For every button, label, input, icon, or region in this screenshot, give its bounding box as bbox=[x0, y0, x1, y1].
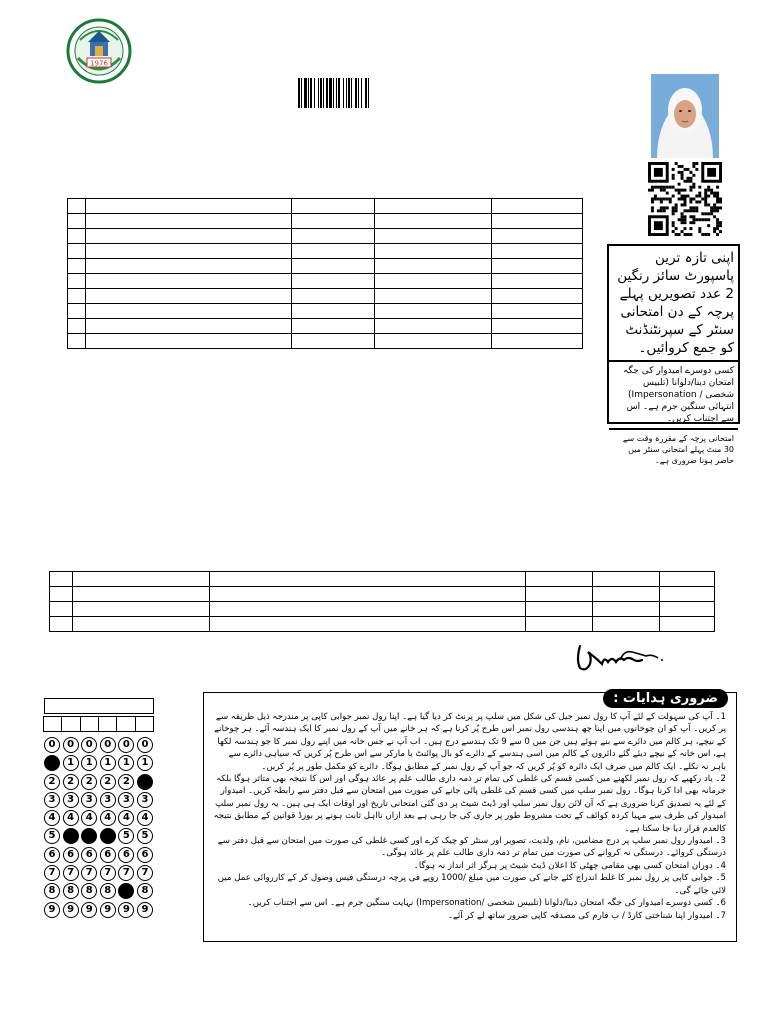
notice-box bbox=[607, 244, 740, 465]
table-cell bbox=[68, 334, 86, 349]
table-cell bbox=[525, 587, 592, 602]
digit-bubble[interactable]: 0 bbox=[118, 737, 134, 753]
table-cell bbox=[525, 617, 592, 632]
table-cell bbox=[292, 304, 374, 319]
digit-bubble[interactable]: 4 bbox=[44, 810, 60, 826]
table-row bbox=[68, 244, 583, 259]
table-cell bbox=[210, 572, 526, 587]
table-cell bbox=[660, 572, 715, 587]
table-cell bbox=[68, 289, 86, 304]
digit-bubble[interactable]: 2 bbox=[44, 774, 60, 790]
table-cell bbox=[292, 199, 374, 214]
digit-bubble[interactable]: 9 bbox=[44, 902, 60, 918]
table-cell bbox=[491, 274, 582, 289]
instruction-item: 7۔ امیدوار اپنا شناختی کارڈ / ب فارم کی مصدقہ کاپی ضرور ساتھ لے کر آئے۔ bbox=[447, 910, 726, 921]
table-cell bbox=[50, 572, 73, 587]
table-row bbox=[50, 602, 715, 617]
table-row bbox=[68, 334, 583, 349]
bubble-row bbox=[44, 902, 156, 920]
table-cell bbox=[491, 289, 582, 304]
table-cell bbox=[72, 572, 209, 587]
instructions-title: ضروری ہدایات : bbox=[603, 689, 728, 708]
table-cell bbox=[592, 572, 660, 587]
centre-table bbox=[49, 571, 715, 632]
digit-bubble[interactable]: 6 bbox=[137, 847, 153, 863]
digit-bubble[interactable]: 8 bbox=[100, 883, 116, 899]
digit-bubble[interactable]: 7 bbox=[118, 865, 134, 881]
table-cell bbox=[72, 587, 209, 602]
logo-year: 1976 bbox=[90, 59, 108, 68]
table-cell bbox=[374, 199, 491, 214]
table-cell bbox=[491, 199, 582, 214]
bubble-row bbox=[44, 847, 156, 865]
instruction-item: 1۔ آپ کی سہولت کے لئے آپ کا رول نمبر جیل کی شکل میں سلپ پر پرنٹ کر دیا گیا ہے۔ اپنا رول نمبر جوابی کاپی پر مندرجہ ذیل طریقہ سے پر کریں۔ آپ کو ان چوخانوں میں اپنا چھ ہندسی رول نمبر اس طرح پُر کرنا ہے کہ ہر خانے میں آپ کے رول نمبر کا ایک ہندسہ آئے۔ ہر چوخانے کے نیچے، ہر کالم میں دائرے سے بنے ہوئے ہیں جن میں 0 سے 9 تک ہندسے درج ہیں۔ اب آپ نے جس خانہ میں اپنے رول نمبر کا جو ہندسہ لکھا ہے، اس خانہ کے نیچے دیئے گئے دائروں کے کالم میں اسی ہندسے کے دائرے کو بال پوائنٹ یا مارکر سے اس طرح پُر کریں کہ سیاہی دائرے سے باہر نہ نکلے۔ ایک کالم میں صرف ایک دائرہ کو پُر کریں کہ جو آپ کے رول نمبر کے مطابق ہوگا۔ دائرے کو مکمل طور پر پُر کریں۔ bbox=[214, 712, 726, 772]
signature-icon bbox=[574, 636, 674, 676]
table-cell bbox=[50, 617, 73, 632]
table-cell bbox=[491, 334, 582, 349]
digit-bubble[interactable]: 2 bbox=[81, 774, 97, 790]
digit-bubble[interactable]: 7 bbox=[63, 865, 79, 881]
digit-bubble[interactable]: 3 bbox=[100, 792, 116, 808]
table-row bbox=[68, 304, 583, 319]
table-cell bbox=[68, 319, 86, 334]
table-cell bbox=[68, 274, 86, 289]
table-cell bbox=[374, 304, 491, 319]
bubble-row bbox=[44, 737, 156, 755]
digit-bubble[interactable]: 4 bbox=[100, 810, 116, 826]
digit-bubble[interactable]: 1 bbox=[81, 755, 97, 771]
barcode-icon bbox=[298, 78, 424, 108]
digit-bubble[interactable]: 0 bbox=[100, 737, 116, 753]
digit-bubble[interactable]: 4 bbox=[118, 810, 134, 826]
table-cell bbox=[85, 214, 291, 229]
table-cell bbox=[374, 289, 491, 304]
bubble-row bbox=[44, 810, 156, 828]
table-row bbox=[68, 259, 583, 274]
table-cell bbox=[85, 334, 291, 349]
instruction-item: 6۔ کسی دوسرے امیدوار کی جگہ امتحان دینا/دلوانا (تلبیس شخصی /Impersonation) نہایت سنگین جرم ہے۔ اس سے اجتناب کریں۔ bbox=[247, 898, 726, 909]
digit-bubble[interactable]: 6 bbox=[44, 847, 60, 863]
table-cell bbox=[72, 602, 209, 617]
bubble-row bbox=[44, 828, 156, 846]
qr-code-icon bbox=[648, 162, 722, 236]
digit-bubble[interactable]: 8 bbox=[81, 883, 97, 899]
digit-bubble[interactable]: 2 bbox=[137, 774, 153, 790]
digit-bubble[interactable]: 1 bbox=[118, 755, 134, 771]
digit-bubble[interactable]: 7 bbox=[137, 865, 153, 881]
table-cell bbox=[491, 229, 582, 244]
roll-number-box[interactable] bbox=[44, 698, 154, 714]
table-row bbox=[68, 199, 583, 214]
table-cell bbox=[491, 304, 582, 319]
table-cell bbox=[374, 229, 491, 244]
table-row bbox=[68, 274, 583, 289]
candidate-photo-icon bbox=[651, 74, 719, 158]
digit-bubble[interactable]: 3 bbox=[137, 792, 153, 808]
roll-digit-cells[interactable] bbox=[44, 716, 154, 732]
roll-number-bubbles bbox=[44, 737, 156, 920]
table-cell bbox=[292, 289, 374, 304]
instruction-item: 3۔ امیدوار رول نمبر سلپ پر درج مضامین، نام، ولدیت، تصویر اور سنٹر کو چیک کرے اور کسی غلطی کی صورت میں امتحان سے قبل دفتر سے درستگی کروائے۔ درستگی نہ کروانے کی صورت میں تمام تر ذمہ داری طالب علم پر عائد ہوگی۔ bbox=[217, 836, 726, 859]
table-cell bbox=[660, 602, 715, 617]
digit-bubble[interactable]: 3 bbox=[63, 792, 79, 808]
bubble-row bbox=[44, 865, 156, 883]
table-cell bbox=[491, 259, 582, 274]
digit-cell[interactable] bbox=[116, 716, 135, 732]
table-row bbox=[50, 587, 715, 602]
table-cell bbox=[491, 244, 582, 259]
table-row bbox=[68, 289, 583, 304]
instruction-item: 2۔ یاد رکھیے کہ رول نمبر لکھنے میں کسی قسم کی غلطی کی تمام تر ذمہ داری طالب علم پر عائد ہوگی اور اس کا نتیجہ بھی متاثر ہوگا بلکہ جرمانہ بھی ادا کرنا ہوگا۔ رول نمبر سلپ میں کسی قسم کی غلطی پائی جانے کی صورت میں امتحان سے قبل دفتر سے رابطہ کریں۔ امیدوار کے لئے یہ تصدیق کرنا ضروری ہے کہ آن لائن رول نمبر سلپ اور ڈیٹ شیٹ پر دی گئی امتحانی تاریخ اور اوقات ایک ہی ہیں۔ یہ رول نمبر سلپ امیدوار کی طرف سے مہیا کردہ کوائف کے تحت مشروط طور پر جاری کی جا رہی ہے بعد ازاں نااہل ثابت ہونے پر بورڈ قوانین کے مطابق نتیجہ کالعدم قرار دیا جا سکتا ہے۔ bbox=[213, 774, 726, 834]
table-cell bbox=[68, 199, 86, 214]
table-cell bbox=[592, 587, 660, 602]
digit-cell[interactable] bbox=[135, 716, 154, 732]
digit-bubble[interactable]: 7 bbox=[100, 865, 116, 881]
digit-bubble[interactable]: 1 bbox=[44, 755, 60, 771]
instructions-box bbox=[203, 692, 737, 942]
table-cell bbox=[85, 319, 291, 334]
table-cell bbox=[210, 617, 526, 632]
digit-bubble[interactable]: 4 bbox=[63, 810, 79, 826]
digit-bubble[interactable]: 4 bbox=[81, 810, 97, 826]
digit-bubble[interactable]: 6 bbox=[63, 847, 79, 863]
table-cell bbox=[68, 259, 86, 274]
table-cell bbox=[592, 617, 660, 632]
table-cell bbox=[68, 214, 86, 229]
bubble-row bbox=[44, 792, 156, 810]
table-row bbox=[50, 617, 715, 632]
digit-bubble[interactable]: 3 bbox=[118, 792, 134, 808]
table-cell bbox=[210, 587, 526, 602]
table-cell bbox=[374, 274, 491, 289]
table-row bbox=[68, 214, 583, 229]
digit-bubble[interactable]: 7 bbox=[44, 865, 60, 881]
board-emblem-icon bbox=[66, 18, 132, 84]
table-cell bbox=[85, 244, 291, 259]
digit-bubble[interactable]: 1 bbox=[63, 755, 79, 771]
digit-bubble[interactable]: 0 bbox=[81, 737, 97, 753]
digit-bubble[interactable]: 5 bbox=[81, 828, 97, 844]
digit-bubble[interactable]: 3 bbox=[44, 792, 60, 808]
table-cell bbox=[292, 214, 374, 229]
table-cell bbox=[292, 334, 374, 349]
digit-cell[interactable] bbox=[98, 716, 117, 732]
subjects-table bbox=[67, 198, 583, 349]
digit-bubble[interactable]: 4 bbox=[137, 810, 153, 826]
digit-bubble[interactable]: 8 bbox=[44, 883, 60, 899]
instructions-list bbox=[212, 711, 726, 922]
digit-bubble[interactable]: 6 bbox=[81, 847, 97, 863]
digit-bubble[interactable]: 6 bbox=[100, 847, 116, 863]
table-cell bbox=[50, 587, 73, 602]
digit-bubble[interactable]: 1 bbox=[137, 755, 153, 771]
table-cell bbox=[292, 259, 374, 274]
photo-instruction: اپنی تازہ ترین پاسپورٹ سائز رنگین 2 عدد تصویریں پہلے پرچہ کے دن امتحانی سنٹر کے سپرنٹنڈنٹ کو جمع کروائیں۔ bbox=[609, 246, 738, 362]
table-cell bbox=[85, 304, 291, 319]
table-cell bbox=[525, 602, 592, 617]
table-cell bbox=[374, 244, 491, 259]
table-cell bbox=[292, 274, 374, 289]
digit-bubble[interactable]: 3 bbox=[81, 792, 97, 808]
table-cell bbox=[292, 319, 374, 334]
digit-cell[interactable] bbox=[61, 716, 80, 732]
table-cell bbox=[491, 319, 582, 334]
digit-bubble[interactable]: 0 bbox=[137, 737, 153, 753]
table-row bbox=[68, 229, 583, 244]
digit-bubble[interactable]: 7 bbox=[81, 865, 97, 881]
digit-bubble[interactable]: 8 bbox=[118, 883, 134, 899]
table-cell bbox=[660, 587, 715, 602]
table-cell bbox=[50, 602, 73, 617]
table-cell bbox=[660, 617, 715, 632]
digit-bubble[interactable]: 9 bbox=[81, 902, 97, 918]
table-cell bbox=[85, 199, 291, 214]
digit-bubble[interactable]: 9 bbox=[118, 902, 134, 918]
digit-bubble[interactable]: 5 bbox=[63, 828, 79, 844]
bubble-row bbox=[44, 883, 156, 901]
table-cell bbox=[292, 244, 374, 259]
impersonation-warning: کسی دوسرے امیدوار کی جگہ امتحان دینا/دلوانا (تلبیس شخصی / Impersonation) انتہائی سنگین جرم ہے۔ اس سے اجتناب کریں۔ bbox=[609, 362, 738, 430]
table-cell bbox=[72, 617, 209, 632]
digit-bubble[interactable]: 8 bbox=[63, 883, 79, 899]
table-cell bbox=[68, 229, 86, 244]
table-cell bbox=[85, 289, 291, 304]
digit-bubble[interactable]: 5 bbox=[118, 828, 134, 844]
digit-bubble[interactable]: 2 bbox=[100, 774, 116, 790]
digit-cell[interactable] bbox=[43, 716, 62, 732]
table-cell bbox=[85, 229, 291, 244]
digit-bubble[interactable]: 8 bbox=[137, 883, 153, 899]
digit-bubble[interactable]: 5 bbox=[100, 828, 116, 844]
table-row bbox=[68, 319, 583, 334]
table-cell bbox=[374, 319, 491, 334]
arrival-instruction: امتحانی پرچہ کے مقررہ وقت سے 30 منٹ پہلے امتحانی سنٹر میں حاضر ہونا ضروری ہے۔ bbox=[622, 434, 734, 465]
table-cell bbox=[374, 259, 491, 274]
table-cell bbox=[85, 274, 291, 289]
bubble-row bbox=[44, 755, 156, 773]
table-row bbox=[50, 572, 715, 587]
digit-bubble[interactable]: 9 bbox=[63, 902, 79, 918]
digit-bubble[interactable]: 5 bbox=[44, 828, 60, 844]
digit-bubble[interactable]: 2 bbox=[63, 774, 79, 790]
table-cell bbox=[525, 572, 592, 587]
digit-bubble[interactable]: 1 bbox=[100, 755, 116, 771]
instruction-item: 4۔ دوران امتحان کسی بھی مقامی چھٹی کا اعلان ڈیٹ شیٹ پر ہرگز اثر انداز نہ ہوگا۔ bbox=[413, 860, 726, 871]
digit-bubble[interactable]: 0 bbox=[63, 737, 79, 753]
table-cell bbox=[292, 229, 374, 244]
table-cell bbox=[592, 602, 660, 617]
instruction-item: 5۔ جوابی کاپی پر رول نمبر کا غلط اندراج کئے جانے کی صورت میں مبلغ /1000 روپے فی پرچہ درستگی فیس وصول کر کے کارروائی عمل میں لائی جائے گی۔ bbox=[217, 873, 726, 896]
digit-bubble[interactable]: 5 bbox=[137, 828, 153, 844]
digit-bubble[interactable]: 2 bbox=[118, 774, 134, 790]
bubble-row bbox=[44, 774, 156, 792]
digit-bubble[interactable]: 9 bbox=[137, 902, 153, 918]
table-cell bbox=[85, 259, 291, 274]
table-cell bbox=[68, 244, 86, 259]
digit-bubble[interactable]: 0 bbox=[44, 737, 60, 753]
table-cell bbox=[491, 214, 582, 229]
table-cell bbox=[374, 334, 491, 349]
table-cell bbox=[210, 602, 526, 617]
digit-bubble[interactable]: 9 bbox=[100, 902, 116, 918]
table-cell bbox=[374, 214, 491, 229]
digit-cell[interactable] bbox=[80, 716, 99, 732]
digit-bubble[interactable]: 6 bbox=[118, 847, 134, 863]
barcode-bar bbox=[369, 78, 371, 108]
table-cell bbox=[68, 304, 86, 319]
